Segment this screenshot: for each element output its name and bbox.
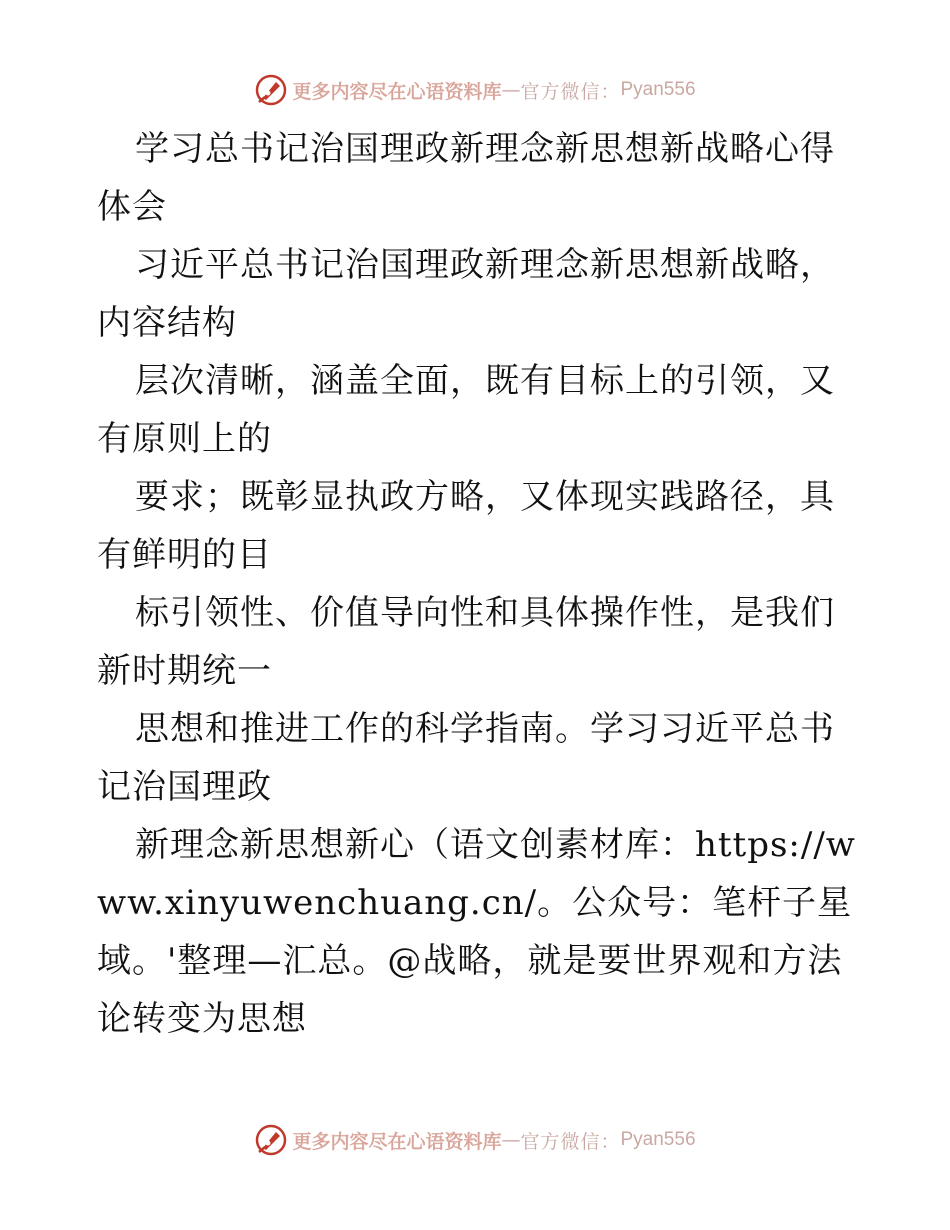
paragraph-3: 要求；既彰显执政方略，又体现实践路径，具有鲜明的目	[97, 477, 835, 575]
footer-brand-text: 更多内容尽在心语资料库	[292, 1130, 502, 1153]
paragraph-2: 层次清晰，涵盖全面，既有目标上的引领，又有原则上的	[97, 361, 835, 459]
header-wechat-label: 官方微信：	[520, 80, 621, 103]
pen-nib-logo-icon	[254, 1123, 288, 1157]
pen-nib-logo-icon	[254, 73, 288, 107]
paragraph-4: 标引领性、价值导向性和具体操作性，是我们新时期统一	[97, 593, 835, 691]
document-title: 学习总书记治国理政新理念新思想新战略心得体会	[97, 129, 835, 227]
header-dash: —	[501, 79, 521, 101]
footer-wechat-id: Pyan556	[620, 1129, 696, 1150]
footer-wechat-label: 官方微信：	[520, 1130, 621, 1153]
header-wechat-id: Pyan556	[620, 79, 696, 100]
document-body	[97, 120, 857, 1048]
paragraph-5: 思想和推进工作的科学指南。学习习近平总书记治国理政	[97, 709, 835, 807]
paragraph-6: 新理念新思想新心（语文创素材库：https://www.xinyuwenchuang.cn/。公众号：笔杆子星域。'整理—汇总。@战略，就是要世界观和方法论转变为思想	[97, 825, 856, 1039]
header-banner	[0, 70, 950, 110]
footer-dash: —	[501, 1129, 521, 1151]
paragraph-1: 习近平总书记治国理政新理念新思想新战略，内容结构	[97, 245, 835, 343]
footer-banner	[0, 1120, 950, 1160]
header-brand-text: 更多内容尽在心语资料库	[292, 80, 502, 103]
